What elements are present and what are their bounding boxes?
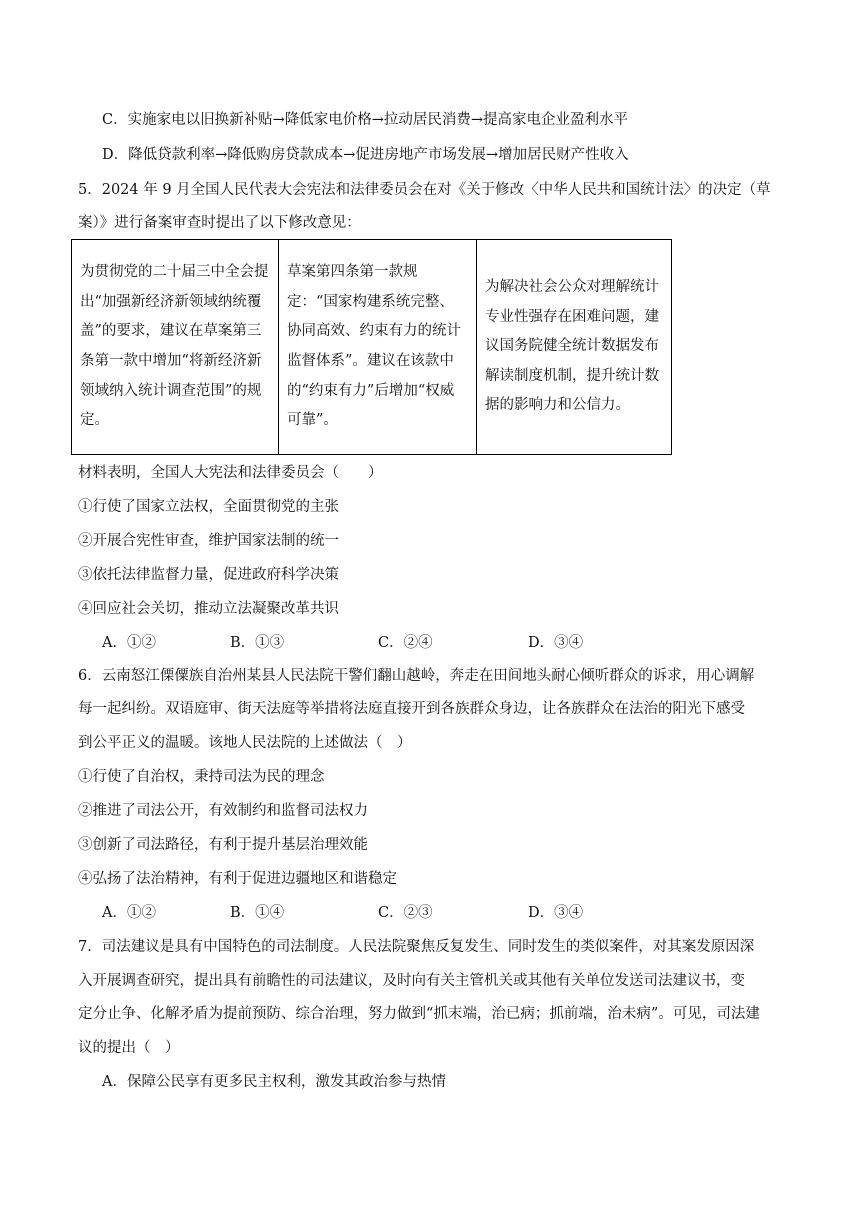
q5-question: 材料表明，全国人大宪法和法律委员会（ ） — [78, 465, 383, 481]
q6-item-2: ②推进了司法公开，有效制约和监督司法权力 — [78, 803, 368, 819]
q5-material-cell-1: 为贯彻党的二十届三中全会提出“加强新经济新领域纳统覆盖”的要求，建议在草案第三条第一款中增加“将新经济新领域纳入统计调查范围”的规定。 — [72, 240, 279, 455]
q6-option-a: A．①② — [102, 905, 156, 921]
q6-stem-line-1: 6．云南怒江傈僳族自治州某县人民法院干警们翻山越岭，奔走在田间地头耐心倾听群众的诉求，用心调解 — [78, 668, 755, 684]
q7-stem-line-1: 7．司法建议是具有中国特色的司法制度。人民法院聚焦反复发生、同时发生的类似案件，对其案发原因深 — [78, 939, 755, 955]
q5-item-2: ②开展合宪性审查，维护国家法制的统一 — [78, 533, 339, 549]
q6-item-1: ①行使了自治权，秉持司法为民的理念 — [78, 769, 325, 785]
q7-stem-line-3: 定分止争、化解矛盾为提前预防、综合治理，努力做到“抓末端，治已病；抓前端，治未病”。可见，司法建 — [78, 1006, 760, 1022]
q4-option-c: C．实施家电以旧换新补贴→降低家电价格→拉动居民消费→提高家电企业盈利水平 — [102, 112, 629, 128]
q7-stem-line-2: 入开展调查研究，提出具有前瞻性的司法建议，及时向有关主管机关或其他有关单位发送司法建议书，变 — [78, 973, 745, 989]
q5-stem-line-1: 5．2024 年 9 月全国人民代表大会宪法和法律委员会在对《关于修改〈中华人民共和国统计法〉的决定（草 — [78, 182, 771, 198]
q5-option-d: D．③④ — [528, 635, 584, 651]
q5-item-3: ③依托法律监督力量，促进政府科学决策 — [78, 567, 339, 583]
q6-option-b: B．①④ — [230, 905, 285, 921]
q4-option-d: D．降低贷款利率→降低购房贷款成本→促进房地产市场发展→增加居民财产性收入 — [102, 147, 629, 163]
q5-item-1: ①行使了国家立法权，全面贯彻党的主张 — [78, 499, 339, 515]
q5-option-a: A．①② — [102, 635, 156, 651]
q6-stem-line-3: 到公平正义的温暖。该地人民法院的上述做法（ ） — [78, 735, 412, 751]
q5-item-4: ④回应社会关切，推动立法凝聚改革共识 — [78, 601, 339, 617]
q7-stem-line-4: 议的提出（ ） — [78, 1040, 180, 1056]
q6-option-d: D．③④ — [528, 905, 584, 921]
q6-item-3: ③创新了司法路径，有利于提升基层治理效能 — [78, 837, 368, 853]
q5-option-b: B．①③ — [230, 635, 285, 651]
q5-stem-line-2: 案）》进行备案审查时提出了以下修改意见： — [78, 215, 361, 231]
q5-material-cell-2: 草案第四条第一款规定：“国家构建系统完整、协同高效、约束有力的统计监督体系”。建议在该款中的“约束有力”后增加“权威可靠”。 — [279, 240, 477, 455]
q7-option-a: A．保障公民享有更多民主权利，激发其政治参与热情 — [102, 1074, 446, 1090]
q5-material-cell-3: 为解决社会公众对理解统计专业性强存在困难问题，建议国务院健全统计数据发布解读制度机制，提升统计数据的影响力和公信力。 — [477, 240, 672, 455]
q5-material-table — [71, 239, 672, 455]
q6-item-4: ④弘扬了法治精神，有利于促进边疆地区和谐稳定 — [78, 871, 397, 887]
q6-option-c: C．②③ — [378, 905, 433, 921]
q5-option-c: C．②④ — [378, 635, 433, 651]
q6-stem-line-2: 每一起纠纷。双语庭审、街天法庭等举措将法庭直接开到各族群众身边，让各族群众在法治的阳光下感受 — [78, 701, 745, 717]
